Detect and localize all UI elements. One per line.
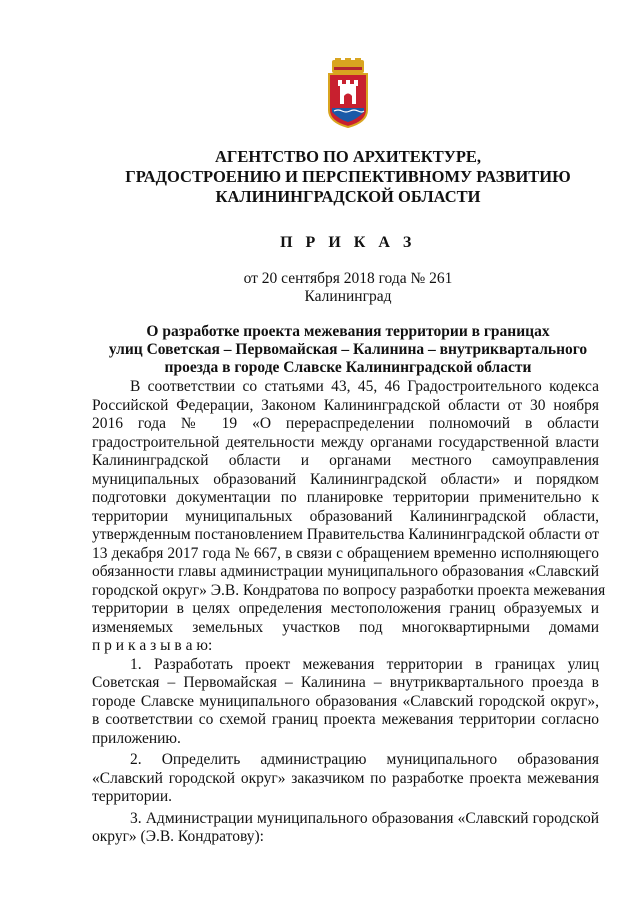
text-line: муниципальных образований Калининградской области» и порядком [92,470,599,488]
text-line: городе Славске муниципального образования «Славский городской округ», [92,692,599,710]
text-line: Советская – Первомайская – Калинина – внутриквартального проезда в [92,674,599,691]
order-subject [80,323,616,377]
order-city: Калининград [304,288,392,305]
text-line: территории муниципальных образований Калининградской области, [92,507,599,525]
text-line: 13 декабря 2017 года № 667, в связи с обращением временно исполняющего [92,544,599,562]
document-type: П Р И К А З [280,234,416,251]
text-line: территории в целях определения местоположения границ образуемых и [92,600,599,617]
text-line: утвержденным постановлением Правительства Калининградской области от [92,526,599,543]
text-line: 3. Администрации муниципального образования «Славский городской [130,809,599,827]
text-line: Российской Федерации, Законом Калининградской области от 30 ноября [92,396,599,414]
text-line: «Славский городской округ» заказчиком по разработке проекта межевания [92,769,599,787]
text-line: В соответствии со статьями 43, 45, 46 Градостроительного кодекса [130,378,599,395]
text-line: градостроительной деятельности между органами государственной власти [92,433,599,451]
order-body [92,378,606,847]
text-line: в соответствии со схемой границ проекта межевания территории согласно [92,711,599,728]
date-block [80,270,616,306]
text-line: округ» (Э.В. Кондратову): [92,828,264,845]
text-line: 1. Разработать проект межевания территории в границах улиц [130,655,599,673]
text-line: 2016 года № 19 «О перераспределении полномочий в области [92,415,599,432]
text-line: Калининградской области и органами местного самоуправления [92,452,599,469]
preamble-paragraph [92,378,606,656]
text-line: 2. Определить администрацию муниципального образования [130,751,599,768]
agency-title-line: АГЕНТСТВО ПО АРХИТЕКТУРЕ, [214,147,482,166]
agency-title [80,147,616,207]
agency-title-line: ГРАДОСТРОЕНИЮ И ПЕРСПЕКТИВНОМУ РАЗВИТИЮ [125,167,571,186]
order-item-2 [92,751,599,807]
text-line: городской округ» Э.В. Кондратова по вопросу разработки проекта межевания [92,581,606,599]
kaliningrad-coat-of-arms-icon [326,58,370,128]
text-line: обязанности главы администрации муниципального образования «Славский [92,563,599,580]
text-line: подготовки документации по планировке территории применительно к [92,489,599,506]
text-line: изменяемых земельных участков под многоквартирными домами [92,618,599,636]
text-line: п р и к а з ы в а ю: [92,637,213,654]
order-item-1 [92,656,599,749]
text-line: территории. [92,788,172,805]
subject-line: О разработке проекта межевания территории в границах [146,323,550,340]
subject-line: улиц Советская – Первомайская – Калинина – внутриквартального [108,341,588,358]
agency-title-line: КАЛИНИНГРАДСКОЙ ОБЛАСТИ [215,187,481,206]
order-date-number: от 20 сентября 2018 года № 261 [243,270,453,287]
subject-line: проезда в городе Славске Калининградской области [164,359,532,376]
text-line: приложению. [92,729,181,747]
order-item-3 [92,810,599,847]
